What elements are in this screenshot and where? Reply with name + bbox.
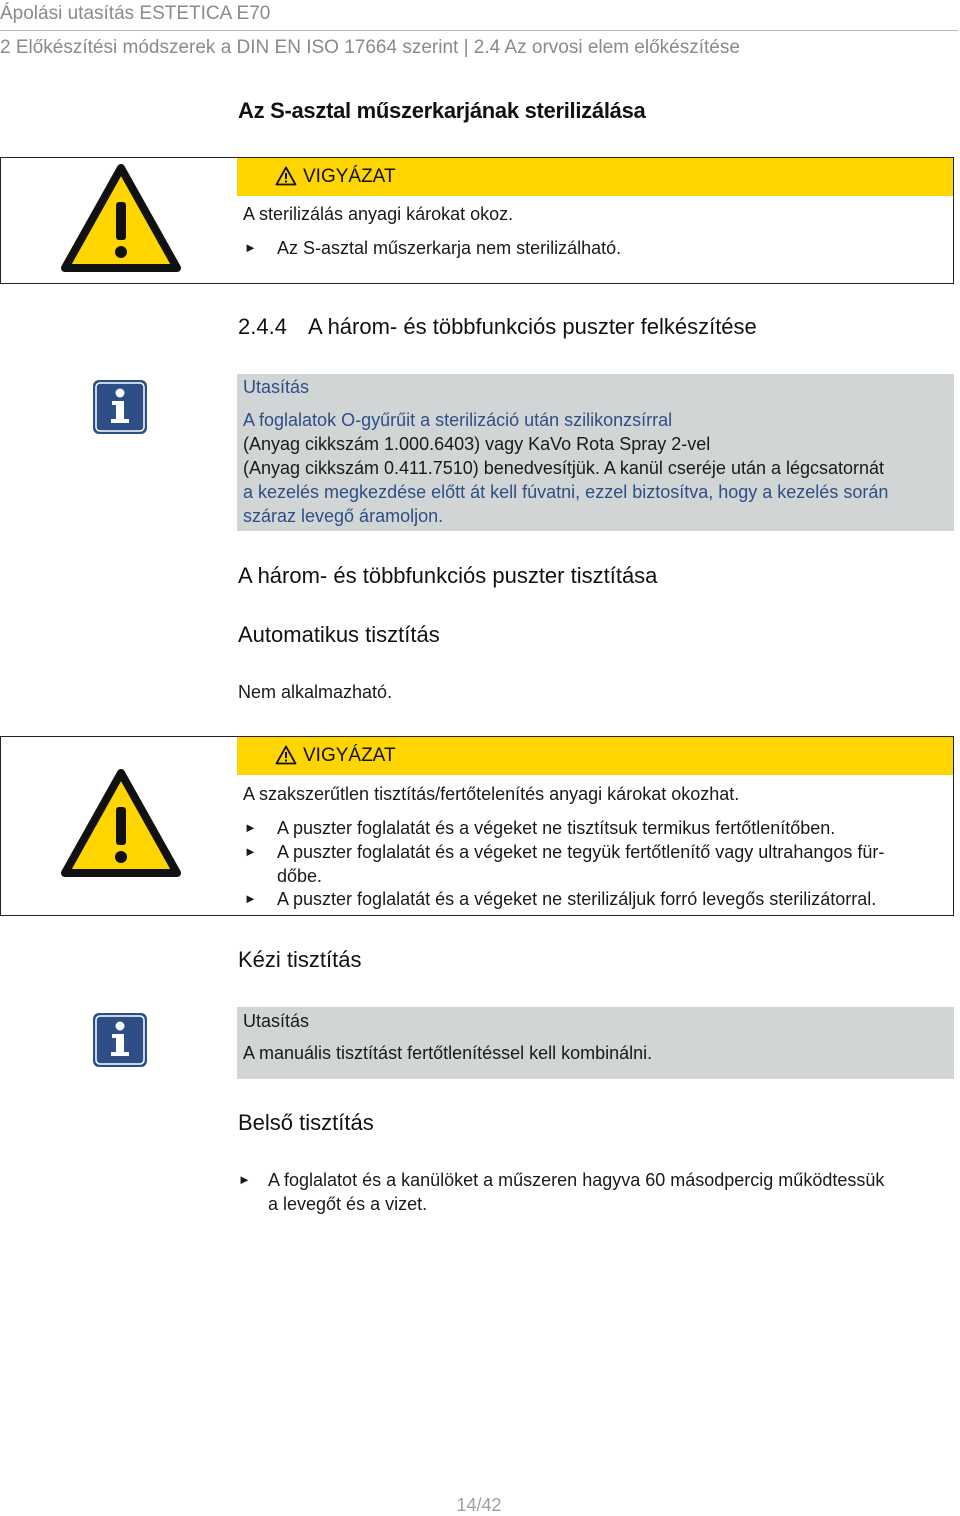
bullet-marker: ► (244, 891, 257, 906)
body-bullet-text: A foglalatot és a kanülöket a műszeren hagyva 60 másodpercig működtessük (268, 1170, 885, 1190)
warning-small-icon (275, 745, 297, 765)
warning-label: VIGYÁZAT (303, 745, 396, 766)
warning-small-icon (275, 166, 297, 186)
body-bullet-text: a levegőt és a vizet. (268, 1194, 428, 1214)
bullet-marker: ► (244, 820, 257, 835)
section-heading-cleaning: A három- és többfunkciós puszter tisztítása (238, 563, 658, 588)
section-heading-internal: Belső tisztítás (238, 1110, 374, 1135)
document-title: Ápolási utasítás ESTETICA E70 (0, 3, 271, 24)
warning-triangle-icon (61, 164, 181, 272)
info-heading: Utasítás (243, 377, 310, 397)
info-text-line: A manuális tisztítást fertőtlenítéssel kell kombinálni. (243, 1043, 653, 1063)
warning-header-bar (237, 737, 953, 775)
warning-label: VIGYÁZAT (303, 166, 396, 187)
info-icon (92, 1012, 148, 1068)
info-text-line: száraz levegő áramoljon. (243, 506, 444, 526)
warning-headline: A szakszerűtlen tisztítás/fertőtelenítés anyagi károkat okozhat. (243, 784, 740, 804)
info-text-line: (Anyag cikkszám 0.411.7510) benedvesítjük. A kanül cseréje után a légcsatornát (243, 458, 885, 478)
info-box-2 (237, 1007, 954, 1079)
warning-bullet-text: dőbe. (277, 866, 323, 886)
section-heading-preparation: A három- és többfunkciós puszter felkészítése (308, 314, 757, 339)
warning-bullet-text: A puszter foglalatát és a végeket ne tegyük fertőtlenítő vagy ultrahangos für- (277, 842, 885, 862)
info-text-line: (Anyag cikkszám 1.000.6403) vagy KaVo Rota Spray 2-vel (243, 434, 711, 454)
warning-box-2 (0, 736, 954, 916)
bullet-marker: ► (244, 844, 257, 859)
section-heading-automatic: Automatikus tisztítás (238, 622, 440, 647)
warning-bullet-text: A puszter foglalatát és a végeket ne tisztítsuk termikus fertőtlenítőben. (277, 818, 836, 838)
page-number: 14/42 (456, 1495, 502, 1515)
info-heading: Utasítás (243, 1011, 310, 1031)
section-heading-manual: Kézi tisztítás (238, 947, 362, 972)
warning-bullet-text: A puszter foglalatát és a végeket ne sterilizáljuk forró levegős sterilizátorral. (277, 889, 877, 909)
warning-header-bar (237, 158, 953, 196)
section-number: 2.4.4 (238, 314, 287, 339)
section-heading-sterilization: Az S-asztal műszerkarjának sterilizálása (238, 98, 646, 123)
warning-triangle-icon (61, 769, 181, 877)
warning-bullet-text: Az S-asztal műszerkarja nem sterilizálható. (277, 238, 622, 258)
info-icon (92, 379, 148, 435)
warning-headline: A sterilizálás anyagi károkat okoz. (243, 204, 514, 224)
warning-box-1 (0, 157, 954, 284)
bullet-marker: ► (238, 1172, 251, 1187)
info-text-line: a kezelés megkezdése előtt át kell fúvatni, ezzel biztosítva, hogy a kezelés során (243, 482, 889, 502)
header-divider (0, 30, 958, 31)
breadcrumb: 2 Előkészítési módszerek a DIN EN ISO 17664 szerint | 2.4 Az orvosi elem előkészítése (0, 37, 740, 58)
body-text: Nem alkalmazható. (238, 682, 393, 702)
info-box-1 (237, 374, 954, 531)
bullet-marker: ► (244, 240, 257, 255)
info-text-line: A foglalatok O-gyűrűit a sterilizáció után szilikonzsírral (243, 410, 673, 430)
